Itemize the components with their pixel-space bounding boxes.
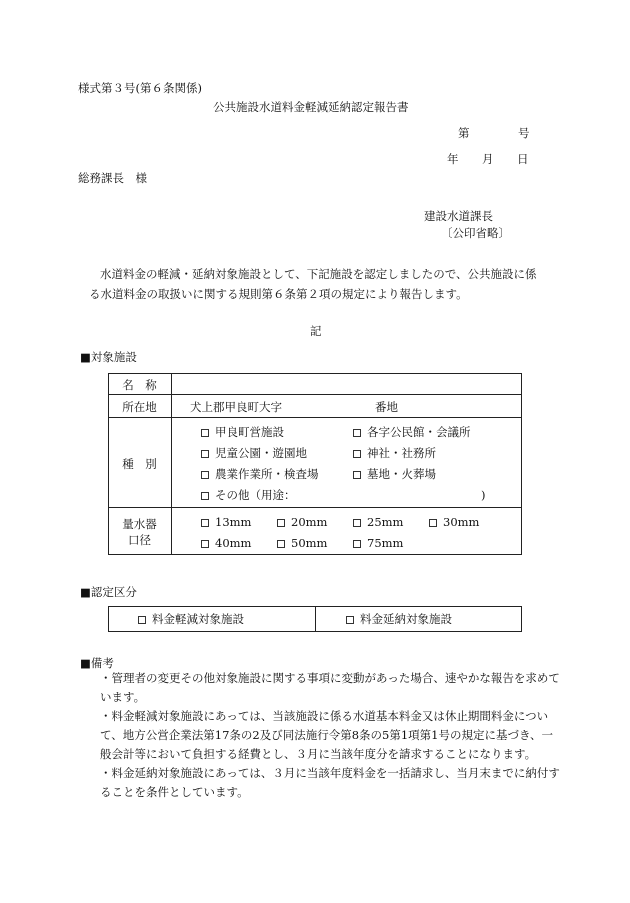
checkbox-icon[interactable]	[138, 616, 146, 624]
addressee: 総務課長 様	[78, 171, 147, 185]
checkbox-icon[interactable]	[201, 429, 209, 437]
section-certification-type: ■認定区分	[80, 585, 137, 599]
category-fee-deferral[interactable]: 料金延納対象施設	[346, 612, 452, 626]
checkbox-icon[interactable]	[277, 519, 285, 527]
type-option-cemetery[interactable]: 墓地・火葬場	[353, 467, 436, 481]
type-option-community-hall[interactable]: 各字公民館・会議所	[353, 425, 471, 439]
meter-option-50[interactable]: 50mm	[277, 536, 327, 550]
remark-item: ・料金延納対象施設にあっては、３月に当該年度料金を一括請求し、当月末までに納付することを条件としています。	[100, 766, 560, 799]
category-fee-reduction[interactable]: 料金軽減対象施設	[138, 612, 244, 626]
section-target-facility: ■対象施設	[80, 350, 137, 364]
table-divider	[108, 507, 522, 508]
ki-heading: 記	[310, 324, 322, 338]
checkbox-icon[interactable]	[353, 429, 361, 437]
meter-option-25[interactable]: 25mm	[353, 515, 403, 529]
type-option-farm-work[interactable]: 農業作業所・検査場	[201, 467, 319, 481]
address-label: 所在地	[122, 400, 157, 414]
date-year: 年	[447, 152, 459, 166]
checkbox-icon[interactable]	[429, 519, 437, 527]
address-banchi: 番地	[375, 400, 398, 414]
checkbox-icon[interactable]	[201, 519, 209, 527]
type-option-other[interactable]: その他（用途：	[201, 488, 296, 502]
address-value: 犬上郡甲良町大字	[190, 400, 282, 414]
doc-number-dai: 第	[458, 126, 470, 140]
intro-line-1: 水道料金の軽減・延納対象施設として、下記施設を認定しましたので、公共施設に係	[100, 267, 537, 281]
table-divider	[315, 606, 316, 632]
remark-item: ・管理者の変更その他対象施設に関する事項に変動があった場合、速やかな報告を求めています。	[100, 671, 560, 704]
seal-omitted-note: 〔公印省略〕	[441, 226, 510, 240]
sender-title: 建設水道課長	[424, 209, 493, 223]
meter-label: 量水器	[122, 517, 157, 531]
checkbox-icon[interactable]	[277, 540, 285, 548]
checkbox-icon[interactable]	[353, 471, 361, 479]
table-divider	[108, 417, 522, 418]
form-number: 様式第３号(第６条関係)	[78, 81, 202, 95]
document-title: 公共施設水道料金軽減延納認定報告書	[213, 100, 409, 114]
remark-item: ・料金軽減対象施設にあっては、当該施設に係る水道基本料金又は休止期間料金について、地方公営企業法第17条の2及び同法施行令第8条の5第1項第1号の規定に基づき、一般会計等において負担する経費とし、３月に当該年度分を請求することになります。	[100, 709, 554, 761]
checkbox-icon[interactable]	[346, 616, 354, 624]
checkbox-icon[interactable]	[201, 450, 209, 458]
checkbox-icon[interactable]	[353, 540, 361, 548]
meter-option-13[interactable]: 13mm	[201, 515, 251, 529]
section-remarks: ■備考	[80, 656, 114, 670]
intro-line-2: る水道料金の取扱いに関する規則第６条第２項の規定により報告します。	[89, 287, 468, 301]
doc-number-go: 号	[518, 126, 530, 140]
date-day: 日	[517, 152, 529, 166]
name-label: 名 称	[122, 378, 157, 392]
meter-option-75[interactable]: 75mm	[353, 536, 403, 550]
checkbox-icon[interactable]	[353, 450, 361, 458]
type-label: 種 別	[122, 457, 157, 471]
checkbox-icon[interactable]	[201, 492, 209, 500]
meter-option-40[interactable]: 40mm	[201, 536, 251, 550]
date-month: 月	[482, 152, 494, 166]
checkbox-icon[interactable]	[201, 540, 209, 548]
table-divider	[171, 373, 172, 555]
checkbox-icon[interactable]	[353, 519, 361, 527]
table-divider	[108, 394, 522, 395]
checkbox-icon[interactable]	[201, 471, 209, 479]
type-option-shrine[interactable]: 神社・社務所	[353, 446, 436, 460]
meter-option-30[interactable]: 30mm	[429, 515, 479, 529]
meter-option-20[interactable]: 20mm	[277, 515, 327, 529]
type-option-park[interactable]: 児童公園・遊園地	[201, 446, 307, 460]
meter-label-sub: 口径	[128, 533, 151, 547]
type-option-town-facility[interactable]: 甲良町営施設	[201, 425, 284, 439]
type-other-close-paren: )	[481, 488, 486, 502]
